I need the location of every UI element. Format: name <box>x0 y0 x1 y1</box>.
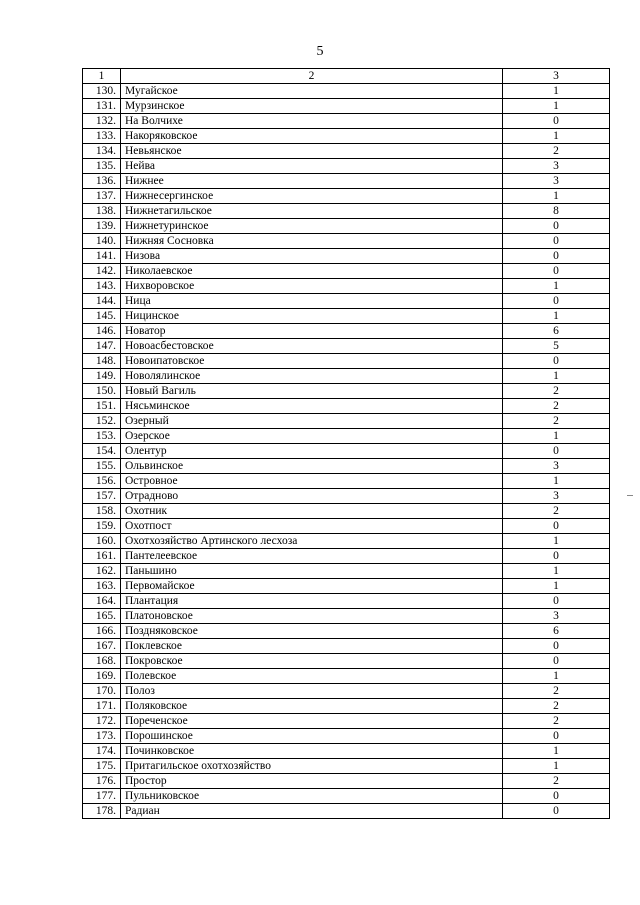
table-row <box>83 579 610 594</box>
count-cell: 1 <box>503 189 610 204</box>
row-number-cell: 165. <box>83 609 121 624</box>
table-row <box>83 534 610 549</box>
hunting-ground-name-cell: Мурзинское <box>121 99 503 114</box>
table-row <box>83 384 610 399</box>
hunting-ground-name-cell: Нижняя Сосновка <box>121 234 503 249</box>
hunting-ground-name-cell: Паньшино <box>121 564 503 579</box>
hunting-ground-name-cell: Новолялинское <box>121 369 503 384</box>
hunting-ground-name-cell: Полевское <box>121 669 503 684</box>
table-row <box>83 294 610 309</box>
table-row <box>83 804 610 819</box>
table-row <box>83 99 610 114</box>
count-cell: 0 <box>503 804 610 819</box>
hunting-ground-name-cell: Полоз <box>121 684 503 699</box>
row-number-cell: 170. <box>83 684 121 699</box>
hunting-ground-name-cell: Первомайское <box>121 579 503 594</box>
count-cell: 1 <box>503 744 610 759</box>
hunting-ground-name-cell: Ница <box>121 294 503 309</box>
count-cell: 2 <box>503 504 610 519</box>
hunting-ground-name-cell: Невьянское <box>121 144 503 159</box>
row-number-cell: 178. <box>83 804 121 819</box>
count-cell: 0 <box>503 219 610 234</box>
count-cell: 0 <box>503 354 610 369</box>
count-cell: 3 <box>503 159 610 174</box>
hunting-ground-name-cell: Охотхозяйство Артинского лесхоза <box>121 534 503 549</box>
hunting-ground-name-cell: Пульниковское <box>121 789 503 804</box>
count-cell: 0 <box>503 549 610 564</box>
hunting-ground-name-cell: Нясьминское <box>121 399 503 414</box>
row-number-cell: 161. <box>83 549 121 564</box>
hunting-ground-name-cell: Накоряковское <box>121 129 503 144</box>
count-cell: 0 <box>503 444 610 459</box>
table-row <box>83 774 610 789</box>
row-number-cell: 149. <box>83 369 121 384</box>
count-cell: 3 <box>503 489 610 504</box>
row-number-cell: 135. <box>83 159 121 174</box>
hunting-ground-name-cell: Нижнее <box>121 174 503 189</box>
row-number-cell: 142. <box>83 264 121 279</box>
table-row <box>83 129 610 144</box>
count-cell: 2 <box>503 144 610 159</box>
table-row <box>83 84 610 99</box>
table-row <box>83 354 610 369</box>
hunting-ground-name-cell: Отрадново <box>121 489 503 504</box>
hunting-ground-name-cell: Островное <box>121 474 503 489</box>
count-cell: 0 <box>503 264 610 279</box>
count-cell: 1 <box>503 474 610 489</box>
row-number-cell: 177. <box>83 789 121 804</box>
row-number-cell: 151. <box>83 399 121 414</box>
table-row <box>83 489 610 504</box>
row-number-cell: 157. <box>83 489 121 504</box>
row-number-cell: 172. <box>83 714 121 729</box>
table-row <box>83 444 610 459</box>
table-row <box>83 759 610 774</box>
hunting-ground-name-cell: Плантация <box>121 594 503 609</box>
table-row <box>83 474 610 489</box>
count-cell: 2 <box>503 414 610 429</box>
table-row <box>83 669 610 684</box>
table-row <box>83 219 610 234</box>
hunting-ground-name-cell: Притагильское охотхозяйство <box>121 759 503 774</box>
table-row <box>83 699 610 714</box>
row-number-cell: 146. <box>83 324 121 339</box>
table-row <box>83 459 610 474</box>
column-header-value: 3 <box>503 69 610 84</box>
hunting-ground-name-cell: Николаевское <box>121 264 503 279</box>
count-cell: 1 <box>503 84 610 99</box>
count-cell: 1 <box>503 369 610 384</box>
row-number-cell: 134. <box>83 144 121 159</box>
count-cell: 0 <box>503 234 610 249</box>
hunting-ground-name-cell: На Волчихе <box>121 114 503 129</box>
row-number-cell: 167. <box>83 639 121 654</box>
row-number-cell: 136. <box>83 174 121 189</box>
row-number-cell: 130. <box>83 84 121 99</box>
table-row <box>83 549 610 564</box>
table-row <box>83 519 610 534</box>
table-row <box>83 429 610 444</box>
hunting-ground-name-cell: Новый Вагиль <box>121 384 503 399</box>
row-number-cell: 141. <box>83 249 121 264</box>
header-row <box>83 69 610 84</box>
table-row <box>83 789 610 804</box>
row-number-cell: 166. <box>83 624 121 639</box>
count-cell: 3 <box>503 459 610 474</box>
table-row <box>83 624 610 639</box>
table-row <box>83 609 610 624</box>
table-row <box>83 189 610 204</box>
row-number-cell: 155. <box>83 459 121 474</box>
row-number-cell: 131. <box>83 99 121 114</box>
count-cell: 0 <box>503 294 610 309</box>
hunting-ground-name-cell: Низова <box>121 249 503 264</box>
table-row <box>83 264 610 279</box>
hunting-ground-name-cell: Починковское <box>121 744 503 759</box>
row-number-cell: 147. <box>83 339 121 354</box>
count-cell: 2 <box>503 714 610 729</box>
hunting-ground-name-cell: Нижнесергинское <box>121 189 503 204</box>
row-number-cell: 160. <box>83 534 121 549</box>
count-cell: 0 <box>503 654 610 669</box>
count-cell: 0 <box>503 594 610 609</box>
row-number-cell: 156. <box>83 474 121 489</box>
row-number-cell: 164. <box>83 594 121 609</box>
table-row <box>83 729 610 744</box>
row-number-cell: 132. <box>83 114 121 129</box>
row-number-cell: 169. <box>83 669 121 684</box>
row-number-cell: 158. <box>83 504 121 519</box>
count-cell: 0 <box>503 114 610 129</box>
table-row <box>83 714 610 729</box>
hunting-ground-name-cell: Поляковское <box>121 699 503 714</box>
row-number-cell: 171. <box>83 699 121 714</box>
hunting-ground-name-cell: Радиан <box>121 804 503 819</box>
row-number-cell: 144. <box>83 294 121 309</box>
column-header-name: 2 <box>121 69 503 84</box>
count-cell: 1 <box>503 279 610 294</box>
row-number-cell: 152. <box>83 414 121 429</box>
table-row <box>83 234 610 249</box>
count-cell: 0 <box>503 729 610 744</box>
count-cell: 1 <box>503 759 610 774</box>
row-number-cell: 145. <box>83 309 121 324</box>
table-row <box>83 369 610 384</box>
table-row <box>83 504 610 519</box>
table-row <box>83 144 610 159</box>
table-row <box>83 654 610 669</box>
count-cell: 0 <box>503 789 610 804</box>
count-cell: 6 <box>503 624 610 639</box>
table-row <box>83 594 610 609</box>
row-number-cell: 140. <box>83 234 121 249</box>
count-cell: 6 <box>503 324 610 339</box>
hunting-ground-name-cell: Ницинское <box>121 309 503 324</box>
count-cell: 2 <box>503 399 610 414</box>
table-row <box>83 399 610 414</box>
hunting-ground-name-cell: Нейва <box>121 159 503 174</box>
hunting-ground-name-cell: Порошинское <box>121 729 503 744</box>
count-cell: 1 <box>503 309 610 324</box>
table-row <box>83 639 610 654</box>
row-number-cell: 154. <box>83 444 121 459</box>
hunting-ground-name-cell: Нижнетуринское <box>121 219 503 234</box>
hunting-ground-name-cell: Охотпост <box>121 519 503 534</box>
count-cell: 0 <box>503 519 610 534</box>
registry-table <box>82 68 610 819</box>
table-row <box>83 204 610 219</box>
hunting-ground-name-cell: Новоипатовское <box>121 354 503 369</box>
table-row <box>83 564 610 579</box>
count-cell: 2 <box>503 384 610 399</box>
row-number-cell: 174. <box>83 744 121 759</box>
row-number-cell: 143. <box>83 279 121 294</box>
count-cell: 1 <box>503 99 610 114</box>
hunting-ground-name-cell: Озерный <box>121 414 503 429</box>
row-number-cell: 148. <box>83 354 121 369</box>
hunting-ground-name-cell: Пореченское <box>121 714 503 729</box>
count-cell: 2 <box>503 699 610 714</box>
hunting-ground-name-cell: Охотник <box>121 504 503 519</box>
count-cell: 0 <box>503 639 610 654</box>
hunting-ground-name-cell: Платоновское <box>121 609 503 624</box>
hunting-ground-name-cell: Мугайское <box>121 84 503 99</box>
row-number-cell: 163. <box>83 579 121 594</box>
hunting-ground-name-cell: Нихворовское <box>121 279 503 294</box>
row-number-cell: 176. <box>83 774 121 789</box>
row-number-cell: 133. <box>83 129 121 144</box>
count-cell: 1 <box>503 669 610 684</box>
table-row <box>83 279 610 294</box>
column-header-number: 1 <box>83 69 121 84</box>
row-number-cell: 150. <box>83 384 121 399</box>
hunting-ground-name-cell: Нижнетагильское <box>121 204 503 219</box>
count-cell: 1 <box>503 429 610 444</box>
count-cell: 3 <box>503 609 610 624</box>
row-number-cell: 168. <box>83 654 121 669</box>
page-number: 5 <box>316 44 324 59</box>
row-number-cell: 137. <box>83 189 121 204</box>
table-row <box>83 114 610 129</box>
table-row <box>83 174 610 189</box>
table-row <box>83 324 610 339</box>
hunting-ground-name-cell: Олентур <box>121 444 503 459</box>
hunting-ground-name-cell: Поздняковское <box>121 624 503 639</box>
count-cell: 1 <box>503 534 610 549</box>
row-number-cell: 159. <box>83 519 121 534</box>
table-row <box>83 744 610 759</box>
count-cell: 1 <box>503 129 610 144</box>
row-number-cell: 175. <box>83 759 121 774</box>
hunting-ground-name-cell: Ольвинское <box>121 459 503 474</box>
hunting-ground-name-cell: Новатор <box>121 324 503 339</box>
row-number-cell: 162. <box>83 564 121 579</box>
table-row <box>83 249 610 264</box>
row-number-cell: 153. <box>83 429 121 444</box>
count-cell: 5 <box>503 339 610 354</box>
table-row <box>83 414 610 429</box>
table-row <box>83 159 610 174</box>
count-cell: 1 <box>503 579 610 594</box>
table-row <box>83 339 610 354</box>
count-cell: 0 <box>503 249 610 264</box>
count-cell: 2 <box>503 684 610 699</box>
hunting-ground-name-cell: Простор <box>121 774 503 789</box>
margin-mark <box>627 495 633 496</box>
hunting-ground-name-cell: Поклевское <box>121 639 503 654</box>
hunting-ground-name-cell: Новоасбестовское <box>121 339 503 354</box>
row-number-cell: 139. <box>83 219 121 234</box>
row-number-cell: 138. <box>83 204 121 219</box>
hunting-ground-name-cell: Озерское <box>121 429 503 444</box>
hunting-ground-name-cell: Пантелеевское <box>121 549 503 564</box>
count-cell: 1 <box>503 564 610 579</box>
count-cell: 2 <box>503 774 610 789</box>
count-cell: 3 <box>503 174 610 189</box>
row-number-cell: 173. <box>83 729 121 744</box>
count-cell: 8 <box>503 204 610 219</box>
hunting-ground-name-cell: Покровское <box>121 654 503 669</box>
table-row <box>83 309 610 324</box>
table-row <box>83 684 610 699</box>
